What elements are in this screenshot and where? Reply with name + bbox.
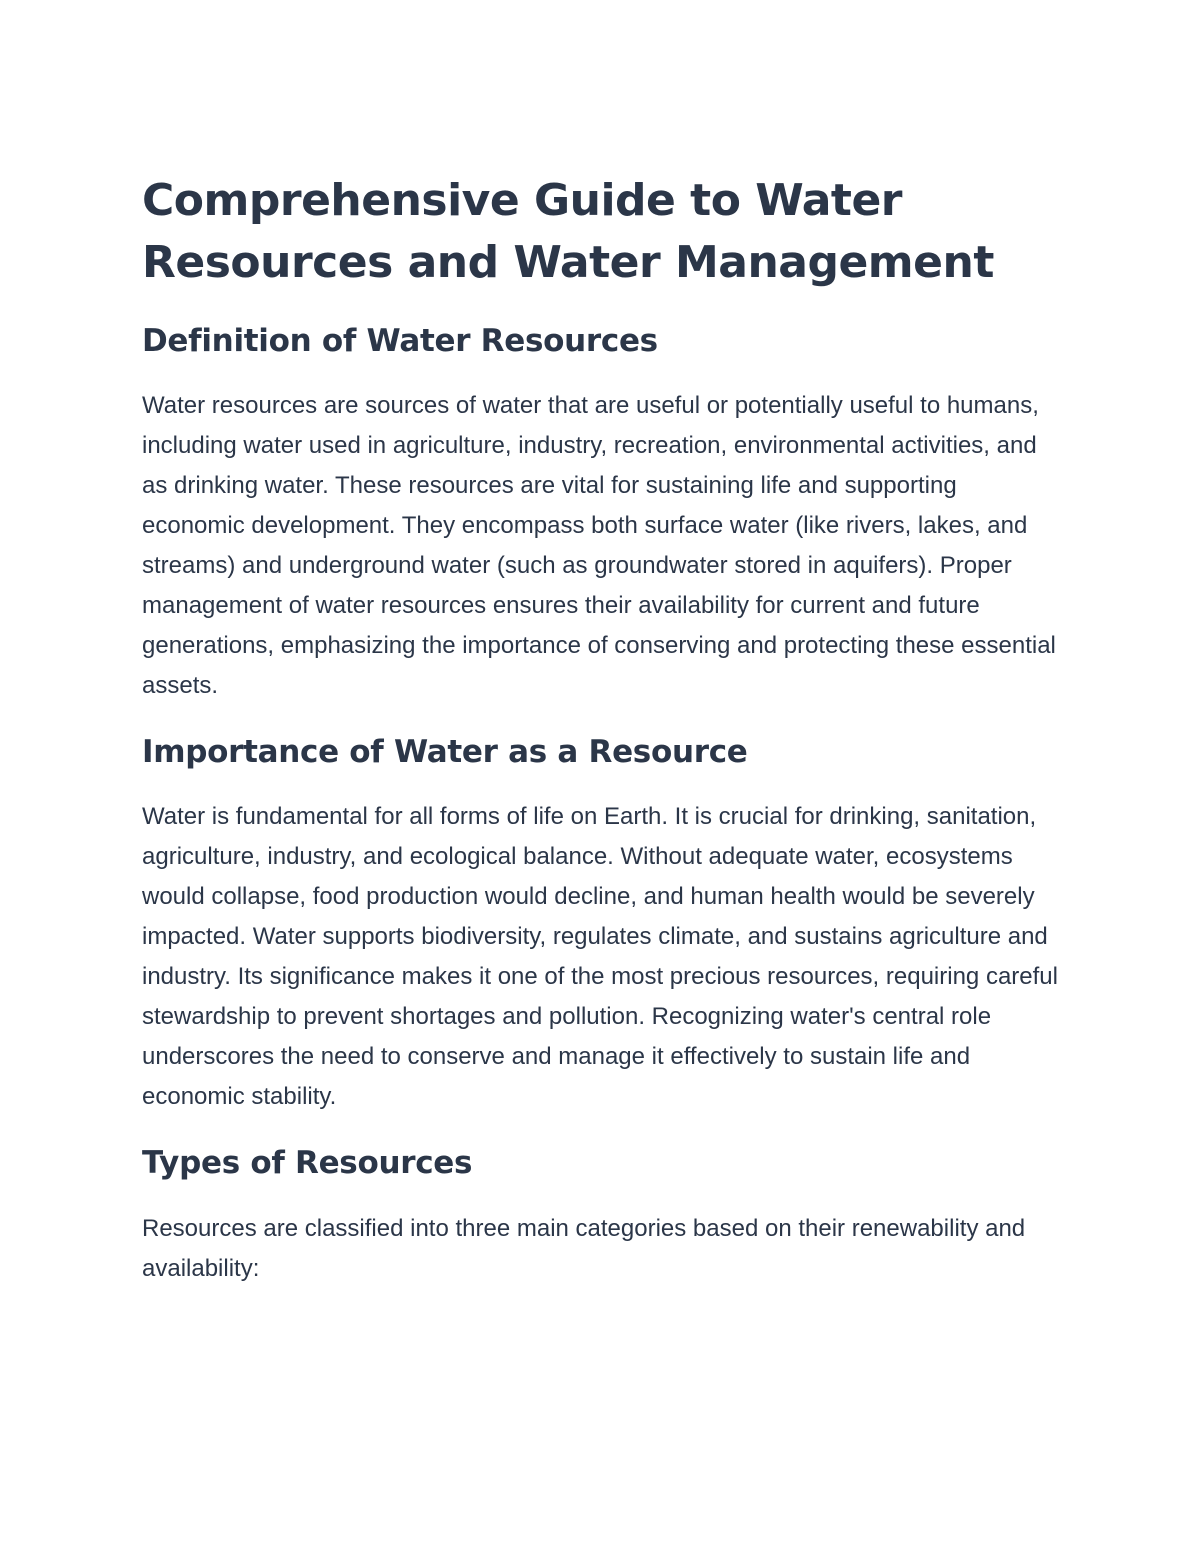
section-heading-importance: Importance of Water as a Resource — [142, 734, 748, 770]
section-body-types: Resources are classified into three main categories based on their renewability and availability: — [142, 1215, 1026, 1282]
section-importance — [142, 732, 1062, 1117]
section-body-importance: Water is fundamental for all forms of life on Earth. It is crucial for drinking, sanitation, agriculture, industry, and ecological balance. Without adequate water, ecosystems would collapse, food production would decline, and human health would be severely impacted. Water supports biodiversity, regulates climate, and sustains agriculture and industry. Its significance makes it one of the most precious resources, requiring careful stewardship to prevent shortages and pollution. Recognizing water's central role underscores the need to conserve and manage it effectively to sustain life and economic stability. — [142, 803, 1058, 1110]
document-title: Comprehensive Guide to Water Resources and Water Management — [142, 175, 994, 288]
section-heading-types: Types of Resources — [142, 1145, 473, 1181]
section-definition — [142, 321, 1062, 706]
section-heading-definition: Definition of Water Resources — [142, 323, 658, 359]
section-body-definition: Water resources are sources of water that are useful or potentially useful to humans, including water used in agriculture, industry, recreation, environmental activities, and as drinking water. These resources are vital for sustaining life and supporting economic development. They encompass both surface water (like rivers, lakes, and streams) and underground water (such as groundwater stored in aquifers). Proper management of water resources ensures their availability for current and future generations, emphasizing the importance of conserving and protecting these essential assets. — [142, 392, 1056, 699]
document-page — [142, 170, 1062, 1289]
section-types — [142, 1143, 1062, 1289]
